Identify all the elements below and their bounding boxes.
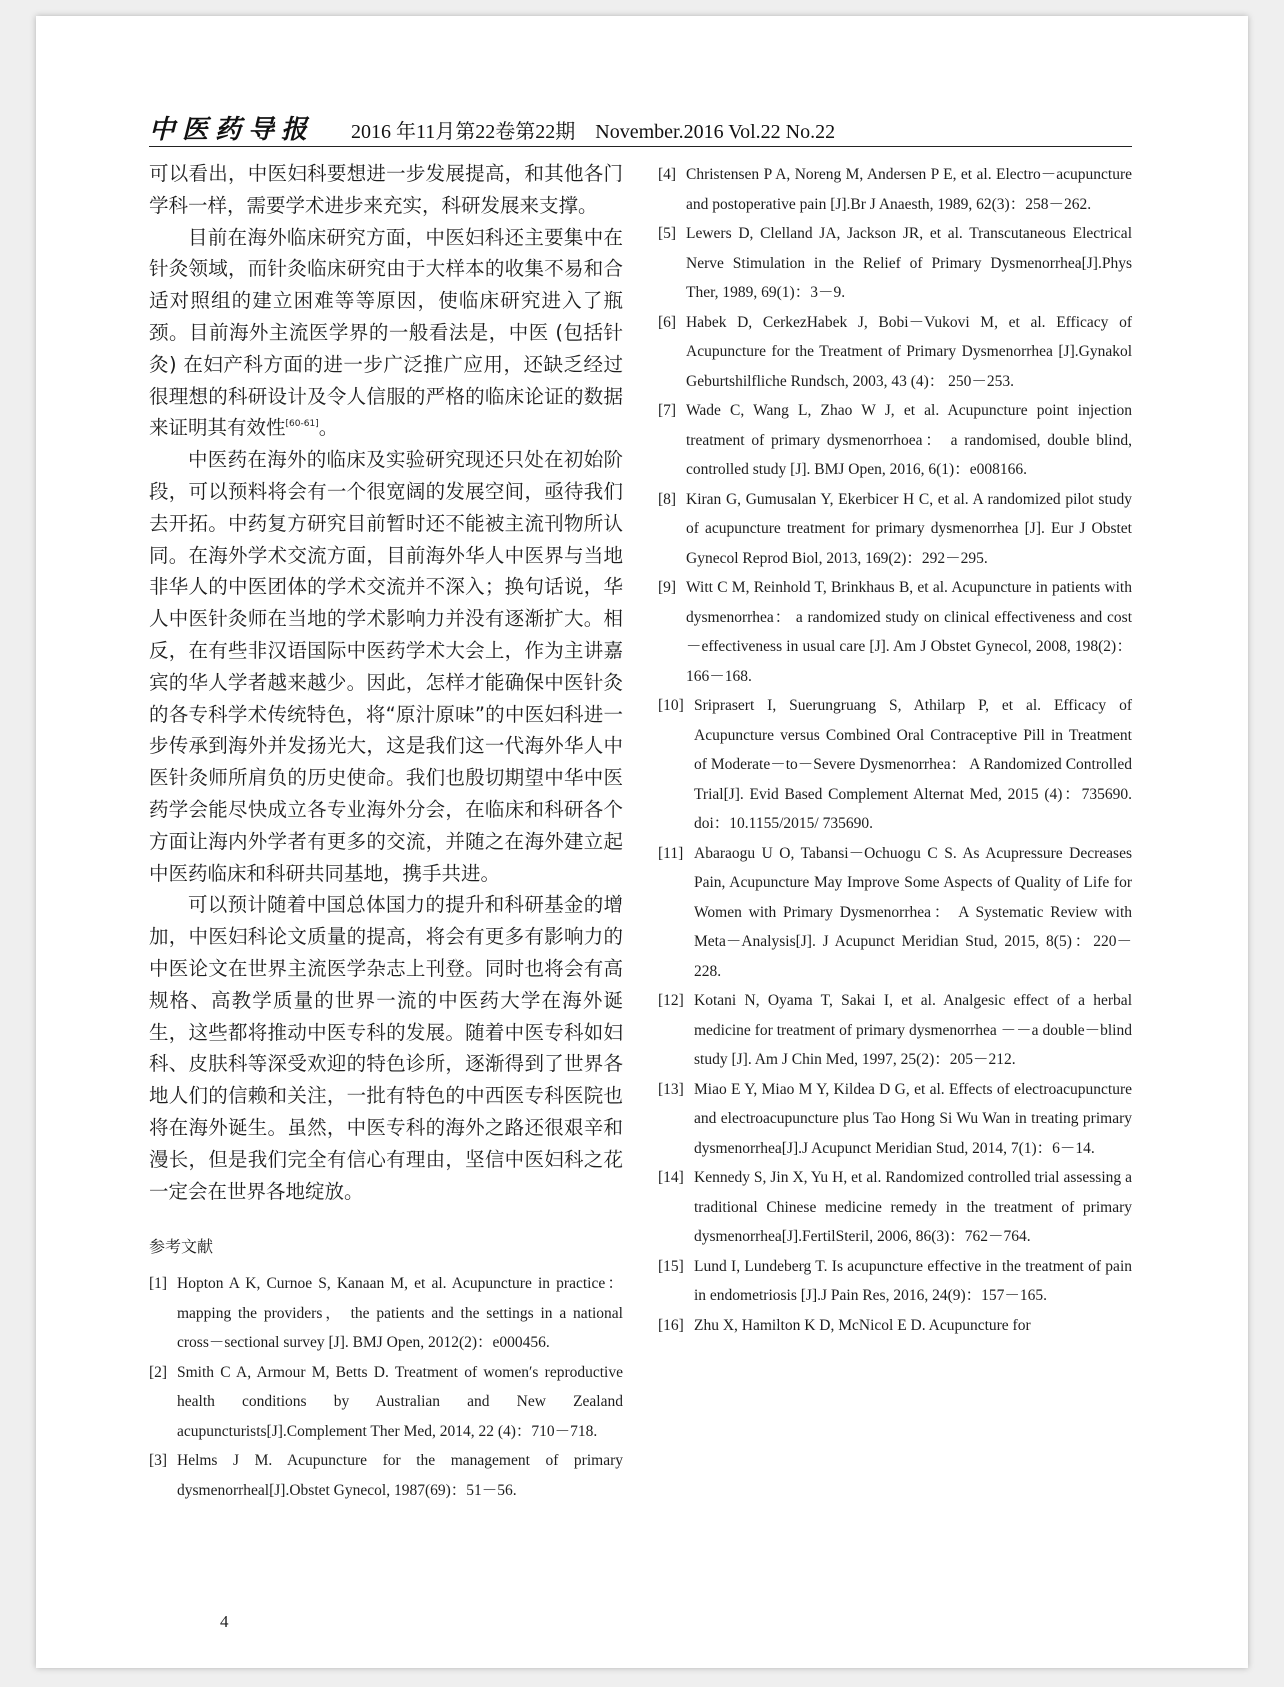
- reference-item: [658, 219, 1132, 308]
- reference-text: Smith C A, Armour M, Betts D. Treatment of women′s reproductive health conditions by Australian and New Zealand acupuncturists[J].Complement Ther Med, 2014, 22 (4)：710－718.: [177, 1363, 623, 1440]
- reference-item: [658, 1252, 1132, 1311]
- reference-text: Kennedy S, Jin X, Yu H, et al. Randomized controlled trial assessing a traditional Chinese medicine remedy in the treatment of primary dysmenorrhea[J].FertilSteril, 2006, 86(3)：762－764.: [694, 1169, 1132, 1245]
- paragraph-3: 中医药在海外的临床及实验研究现还只处在初始阶段，可以预料将会有一个很宽阔的发展空间，亟待我们去开拓。中药复方研究目前暂时还不能被主流刊物所认同。在海外学术交流方面，目前海外华人中医界与当地非华人的中医团体的学术交流并不深入；换句话说，华人中医针灸师在当地的学术影响力并没有逐渐扩大。相反，在有些非汉语国际中医药学术大会上，作为主讲嘉宾的华人学者越来越少。因此，怎样才能确保中医针灸的各专科学术传统特色，将“原汁原味”的中医妇科进一步传承到海外并发扬光大，这是我们这一代海外华人中医针灸师所肩负的历史使命。我们也殷切期望中华中医药学会能尽快成立各专业海外分会，在临床和科研各个方面让海内外学者有更多的交流，并随之在海外建立起中医药临床和科研共同基地，携手共进。: [149, 448, 623, 885]
- reference-text: Kotani N, Oyama T, Sakai I, et al. Analgesic effect of a herbal medicine for treatment of primary dysmenorrhea －－a double－blind study [J]. Am J Chin Med, 1997, 25(2)：205－212.: [694, 992, 1132, 1068]
- reference-item: [658, 160, 1132, 219]
- reference-number: [13]: [658, 1080, 684, 1098]
- reference-text: Habek D, CerkezHabek J, Bobi－Vukovi M, et al. Efficacy of Acupuncture for the Treatment of Primary Dysmenorrhea [J].Gynakol Geburtshilfliche Rundsch, 2003, 43 (4)： 250－253.: [686, 313, 1132, 390]
- reference-item: [658, 1075, 1132, 1164]
- reference-number: [14]: [658, 1169, 684, 1186]
- reference-number: [3]: [149, 1452, 168, 1470]
- paragraph-2: [149, 222, 623, 445]
- reference-item: [658, 1163, 1132, 1252]
- journal-header: [149, 94, 1132, 147]
- reference-number: [9]: [658, 579, 677, 596]
- reference-item: [658, 308, 1132, 397]
- reference-number: [4]: [658, 166, 677, 183]
- reference-text: Sriprasert I, Suerungruang S, Athilarp P, et al. Efficacy of Acupuncture versus Combined Oral Contraceptive Pill in Treatment of Moderate－to－Severe Dysmenorrhea： A Randomized Controlled Trial[J]. Evid Based Complement Alternat Med, 2015 (4)：735690. doi：10.1155/2015/ 735690.: [694, 697, 1132, 832]
- reference-item: [658, 839, 1132, 987]
- reference-item: [658, 485, 1132, 574]
- references-title: 参考文献: [149, 1237, 214, 1257]
- reference-number: [16]: [658, 1316, 684, 1334]
- paragraph-4: 可以预计随着中国总体国力的提升和科研基金的增加，中医妇科论文质量的提高，将会有更多有影响力的中医论文在世界主流医学杂志上刊登。同时也将会有高规格、高教学质量的世界一流的中医药大学在海外诞生，这些都将推动中医专科的发展。随着中医专科如妇科、皮肤科等深受欢迎的特色诊所，逐渐得到了世界各地人们的信赖和关注，一批有特色的中西医专科医院也将在海外诞生。虽然，中医专科的海外之路还很艰辛和漫长，但是我们完全有信心有理由，坚信中医妇科之花一定会在世界各地绽放。: [149, 893, 623, 1203]
- reference-text: Kiran G, Gumusalan Y, Ekerbicer H C, et al. A randomized pilot study of acupuncture treatment for primary dysmenorrhea [J]. Eur J Obstet Gynecol Reprod Biol, 2013, 169(2)：292－295.: [686, 490, 1132, 567]
- reference-text: Witt C M, Reinhold T, Brinkhaus B, et al. Acupuncture in patients with dysmenorrhea： a randomized study on clinical effectiveness and cost－effectiveness in usual care [J]. Am J Obstet Gynecol, 2008, 198(2)：166－168.: [686, 579, 1132, 685]
- left-column: [149, 158, 623, 1505]
- reference-number: [6]: [658, 313, 677, 331]
- reference-item: [658, 1311, 1132, 1341]
- reference-number: [8]: [658, 490, 677, 508]
- reference-text: Hopton A K, Curnoe S, Kanaan M, et al. Acupuncture in practice： mapping the providers， the patients and the settings in a national cross－sectional survey [J]. BMJ Open, 2012(2)：e000456.: [177, 1275, 623, 1352]
- reference-text: Zhu X, Hamilton K D, McNicol E D. Acupuncture for: [694, 1316, 1031, 1334]
- journal-logo: 中医药导报: [149, 115, 315, 145]
- reference-number: [5]: [658, 225, 677, 242]
- reference-text: Wade C, Wang L, Zhao W J, et al. Acupuncture point injection treatment of primary dysmenorrhoea： a randomised, double blind, controlled study [J]. BMJ Open, 2016, 6(1)：e008166.: [686, 402, 1132, 478]
- reference-item: [149, 1446, 623, 1505]
- reference-item: [658, 396, 1132, 485]
- paragraph-1: 可以看出，中医妇科要想进一步发展提高，和其他各门学科一样，需要学术进步来充实，科研发展来支撑。: [149, 162, 623, 217]
- paragraph-2-text: 目前在海外临床研究方面，中医妇科还主要集中在针灸领域，而针灸临床研究由于大样本的收集不易和合适对照组的建立困难等等原因，使临床研究进入了瓶颈。目前海外主流医学界的一般看法是，中医 (包括针灸) 在妇产科方面的进一步广泛推广应用，还缺乏经过很理想的科研设计及令人信服的严格的临床论证的数据来证明其有效性: [149, 225, 623, 440]
- citation-marker: [60-61]: [285, 419, 319, 430]
- issue-info: 2016 年11月第22卷第22期 November.2016 Vol.22 No.22: [351, 121, 836, 143]
- reference-number: [7]: [658, 402, 677, 419]
- reference-number: [10]: [658, 697, 684, 714]
- reference-item: [658, 573, 1132, 691]
- reference-text: Christensen P A, Noreng M, Andersen P E, et al. Electro－acupuncture and postoperative pain [J].Br J Anaesth, 1989, 62(3)：258－262.: [686, 166, 1132, 213]
- reference-text: Lund I, Lundeberg T. Is acupuncture effective in the treatment of pain in endometriosis [J].J Pain Res, 2016, 24(9)：157－165.: [694, 1257, 1132, 1304]
- reference-text: Helms J M. Acupuncture for the management of primary dysmenorrheal[J].Obstet Gynecol, 1987(69)：51－56.: [177, 1452, 623, 1499]
- reference-item: [149, 1358, 623, 1447]
- reference-text: Miao E Y, Miao M Y, Kildea D G, et al. Effects of electroacupuncture and electroacupuncture plus Tao Hong Si Wu Wan in treating primary dysmenorrhea[J].J Acupunct Meridian Stud, 2014, 7(1)：6－14.: [694, 1080, 1132, 1157]
- reference-item: [658, 691, 1132, 839]
- reference-text: Abaraogu U O, Tabansi－Ochuogu C S. As Acupressure Decreases Pain, Acupuncture May Improve Some Aspects of Quality of Life for Women with Primary Dysmenorrhea： A Systematic Review with Meta－Analysis[J]. J Acupunct Meridian Stud, 2015, 8(5)：220－228.: [694, 844, 1132, 980]
- reference-number: [12]: [658, 992, 684, 1009]
- reference-item: [149, 1269, 623, 1358]
- reference-number: [11]: [658, 844, 684, 862]
- reference-number: [1]: [149, 1275, 168, 1293]
- right-column: [658, 160, 1132, 1340]
- reference-number: [2]: [149, 1363, 168, 1381]
- page-number: 4: [220, 1612, 229, 1631]
- reference-number: [15]: [658, 1257, 684, 1275]
- reference-item: [658, 986, 1132, 1075]
- reference-text: Lewers D, Clelland JA, Jackson JR, et al. Transcutaneous Electrical Nerve Stimulation in the Relief of Primary Dysmenorrhea[J].Phys Ther, 1989, 69(1)：3－9.: [686, 225, 1132, 301]
- paragraph-2-end: 。: [318, 416, 339, 440]
- document-page: [36, 16, 1248, 1668]
